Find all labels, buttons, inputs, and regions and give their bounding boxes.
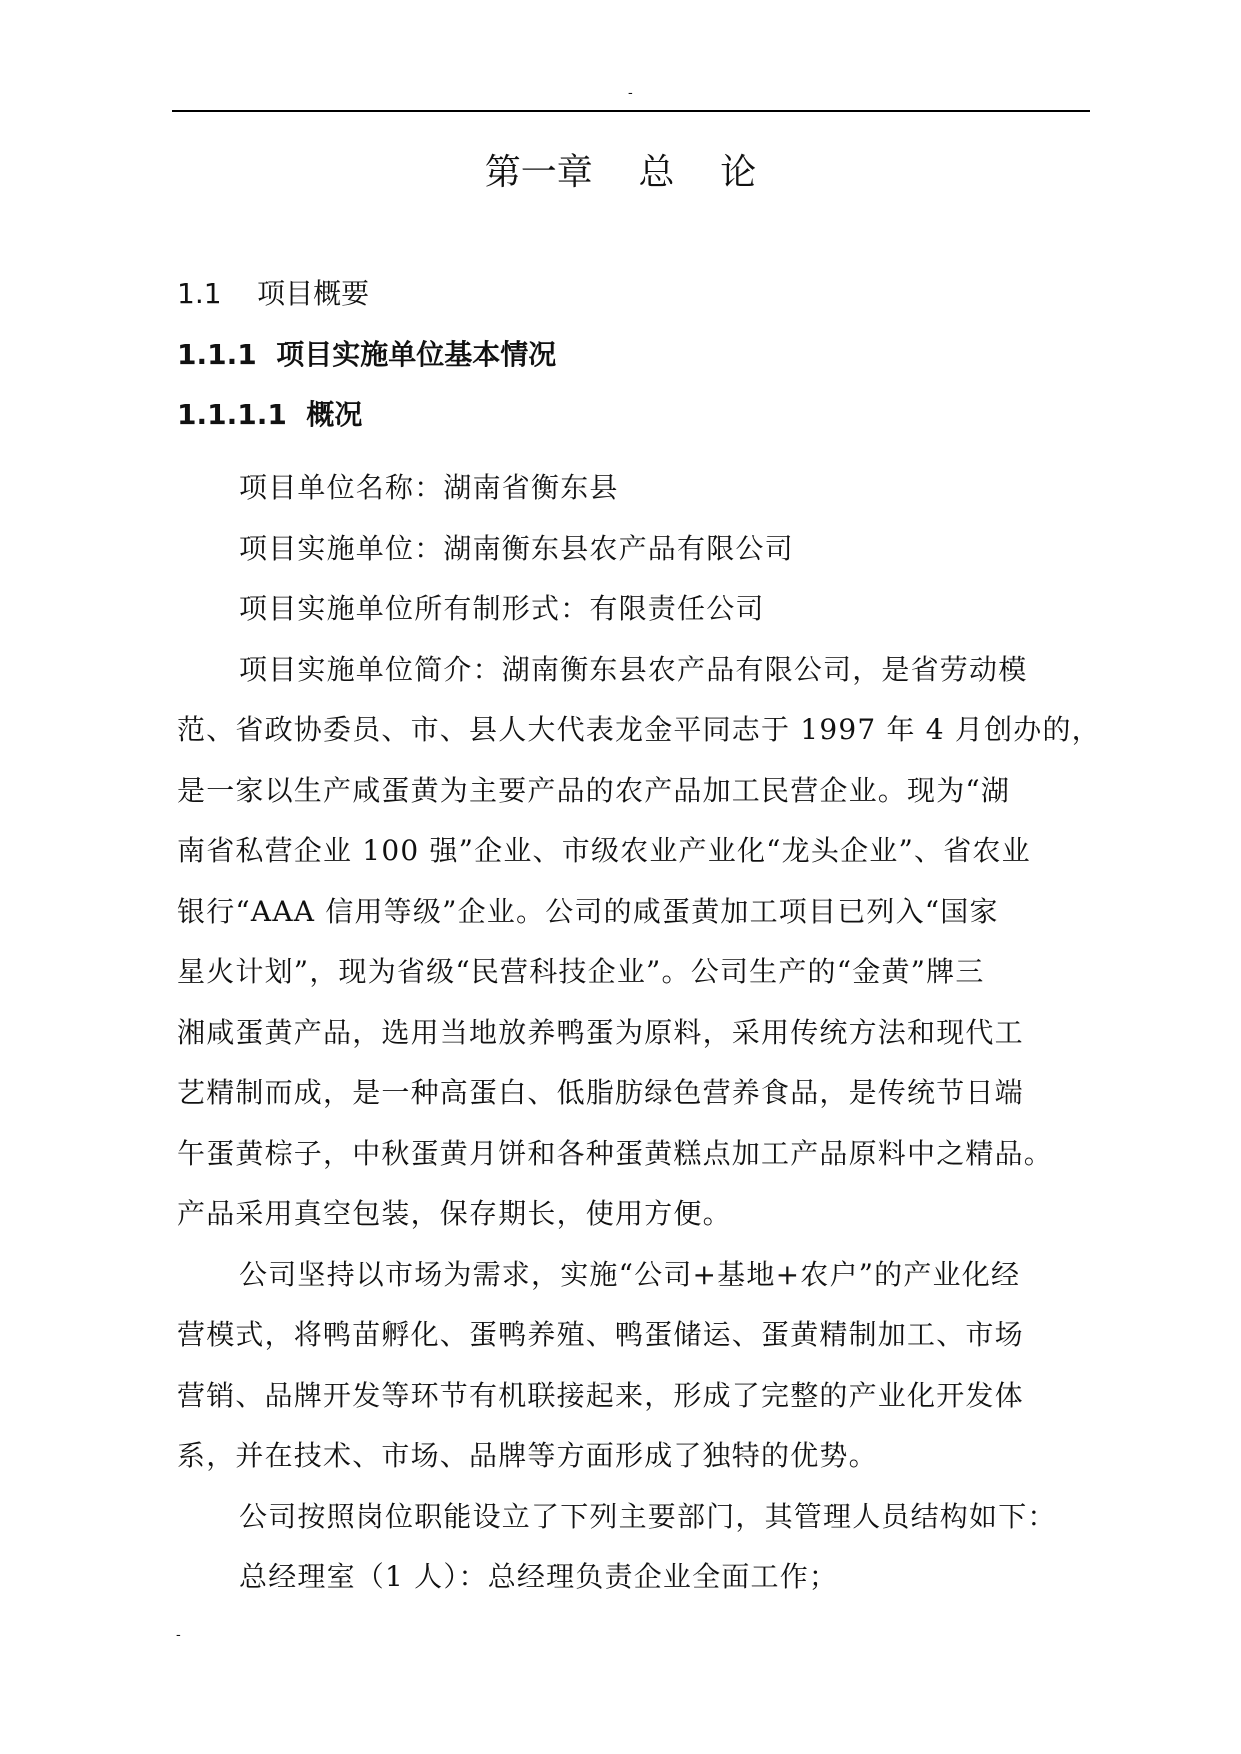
header-rule	[172, 110, 1090, 112]
section-heading-1-1-1-1: 1.1.1.1 概况	[177, 398, 363, 431]
body-line: 产品采用真空包装，保存期长，使用方便。	[177, 1197, 732, 1230]
body-line: 银行“AAA 信用等级”企业。公司的咸蛋黄加工项目已列入“国家	[177, 894, 999, 928]
body-line: 项目单位名称：湖南省衡东县	[239, 471, 619, 504]
section-heading-1-1-1: 1.1.1 项目实施单位基本情况	[177, 338, 557, 371]
body-line: 公司按照岗位职能设立了下列主要部门，其管理人员结构如下：	[239, 1499, 1057, 1533]
footer-mark: -	[176, 1627, 181, 1643]
body-line: 南省私营企业 100 强”企业、市级农业产业化“龙头企业”、省农业	[177, 834, 1031, 867]
body-line: 总经理室（1 人）：总经理负责企业全面工作；	[239, 1560, 839, 1593]
body-line: 项目实施单位所有制形式：有限责任公司	[239, 592, 765, 625]
header-mark: -	[628, 85, 633, 101]
body-line: 范、省政协委员、市、县人大代表龙金平同志于 1997 年 4 月创办的，	[177, 713, 1101, 746]
body-line: 项目实施单位：湖南衡东县农产品有限公司	[239, 531, 794, 565]
body-line: 项目实施单位简介：湖南衡东县农产品有限公司，是省劳动模	[239, 652, 1028, 686]
body-line: 营模式，将鸭苗孵化、蛋鸭养殖、鸭蛋储运、蛋黄精制加工、市场	[177, 1318, 1024, 1351]
chapter-title: 第一章 总 论	[484, 152, 757, 193]
section-heading-1-1: 1.1 项目概要	[177, 277, 370, 310]
body-line: 是一家以生产咸蛋黄为主要产品的农产品加工民营企业。现为“湖	[177, 773, 1011, 807]
body-line: 营销、品牌开发等环节有机联接起来，形成了完整的产业化开发体	[177, 1378, 1024, 1412]
body-line: 星火计划”，现为省级“民营科技企业”。公司生产的“金黄”牌三	[177, 955, 985, 988]
body-text	[177, 458, 1101, 1608]
body-line: 公司坚持以市场为需求，实施“公司+基地+农户”的产业化经	[239, 1257, 1021, 1291]
body-line: 午蛋黄棕子，中秋蛋黄月饼和各种蛋黄糕点加工产品原料中之精品。	[177, 1136, 1054, 1170]
body-line: 艺精制而成，是一种高蛋白、低脂肪绿色营养食品，是传统节日端	[177, 1076, 1024, 1109]
body-line: 湘咸蛋黄产品，选用当地放养鸭蛋为原料，采用传统方法和现代工	[177, 1015, 1024, 1049]
body-line: 系，并在技术、市场、品牌等方面形成了独特的优势。	[177, 1439, 878, 1472]
